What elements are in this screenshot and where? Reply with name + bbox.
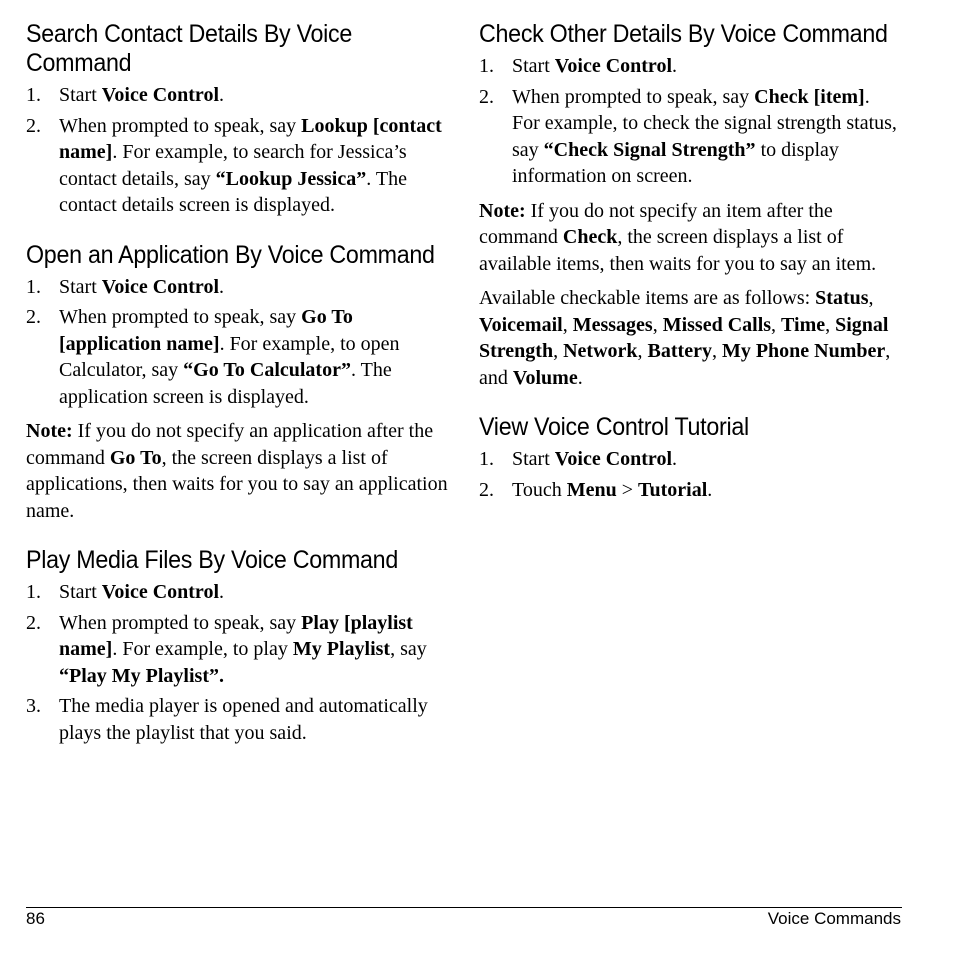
step-bold-text: Voice Control	[554, 55, 672, 77]
step-number: 1.	[26, 84, 41, 106]
checkable-item: Voicemail	[479, 313, 563, 336]
separator: .	[577, 366, 583, 389]
step-bold-text: Voice Control	[101, 275, 219, 298]
step-bold-text: “Play My Playlist”.	[59, 664, 224, 687]
note-text: If you do not specify an application after the command	[26, 420, 434, 469]
note-label: Note:	[26, 420, 73, 442]
separator: ,	[771, 313, 782, 336]
section-search-contact	[26, 20, 448, 219]
step-bold-text: Voice Control	[554, 448, 672, 470]
steps-list	[26, 579, 448, 746]
step-text: . For example, to check the signal strength status, say	[512, 85, 897, 161]
step-number: 2.	[26, 306, 41, 328]
section-heading: View Voice Control Tutorial	[479, 413, 749, 441]
section-check-details	[479, 20, 901, 391]
step-number: 2.	[26, 611, 41, 634]
separator: ,	[553, 340, 564, 362]
step-text: Start	[512, 55, 555, 77]
checkable-item: Signal Strength	[479, 313, 889, 362]
step-text: When prompted to speak, say	[512, 85, 755, 108]
note-text: , the screen displays a list of applications, then waits for you to say an application name.	[26, 446, 448, 522]
step-text: Start	[59, 84, 102, 106]
note-bold-text: Go To	[109, 446, 162, 469]
step-bold-text: Voice Control	[101, 84, 219, 106]
step-text: The media player is opened and automatically plays the playlist that you said.	[59, 695, 428, 744]
step-item	[26, 610, 448, 690]
left-column	[26, 20, 448, 768]
separator: ,	[562, 313, 573, 336]
step-item	[26, 82, 448, 109]
step-text: . For example, to search for Jessica’s contact details, say	[59, 141, 407, 190]
step-text: .	[219, 581, 224, 603]
step-bold-text: “Go To Calculator”	[183, 359, 351, 381]
section-heading: Play Media Files By Voice Command	[26, 546, 398, 574]
checkable-item: Volume	[512, 366, 578, 389]
step-text: When prompted to speak, say	[59, 611, 302, 634]
note-text: , the screen displays a list of available items, then waits for you to say an item.	[479, 226, 877, 275]
note-bold-text: Check	[562, 226, 618, 248]
step-text: Start	[59, 275, 102, 298]
checkable-item: Messages	[572, 313, 653, 336]
step-text: Start	[59, 581, 102, 603]
step-bold-text: My Playlist	[292, 638, 391, 660]
checkable-item: Missed Calls	[662, 313, 772, 336]
step-bold-text: Lookup [contact name]	[59, 114, 442, 163]
step-bold-text: “Lookup Jessica”	[215, 167, 367, 190]
step-bold-text: Go To [application name]	[59, 306, 353, 355]
note-text: If you do not specify an item after the command	[479, 199, 833, 248]
separator: ,	[711, 340, 722, 362]
step-text: . For example, to open Calculator, say	[59, 332, 400, 381]
step-item	[479, 477, 901, 504]
step-text: . For example, to play	[112, 638, 293, 660]
step-item	[26, 304, 448, 410]
section-open-application	[26, 241, 448, 525]
step-text: . The application screen is displayed.	[59, 359, 392, 408]
section-tutorial	[479, 413, 901, 503]
note-paragraph	[479, 198, 901, 278]
step-text: When prompted to speak, say	[59, 306, 302, 328]
step-number: 3.	[26, 695, 41, 717]
step-bold-text: Play [playlist name]	[59, 611, 413, 660]
step-number: 1.	[26, 275, 41, 298]
step-item	[26, 274, 448, 301]
step-number: 2.	[479, 478, 494, 501]
step-text: .	[707, 478, 713, 501]
step-item	[479, 53, 901, 80]
step-bold-text: Tutorial	[637, 478, 708, 501]
checkable-item: Battery	[647, 340, 712, 362]
steps-list	[26, 274, 448, 411]
page-number: 86	[26, 909, 45, 928]
step-item	[26, 113, 448, 219]
step-item	[479, 84, 901, 190]
checkable-item: Status	[815, 287, 869, 309]
step-text: Start	[512, 448, 555, 470]
note-label: Note:	[479, 199, 526, 222]
step-bold-text: Check [item]	[754, 85, 865, 108]
step-number: 1.	[479, 55, 494, 77]
separator: ,	[868, 287, 874, 309]
step-text: .	[672, 55, 677, 77]
separator: , and	[479, 340, 891, 389]
items-intro: Available checkable items are as follows:	[479, 287, 816, 309]
footer-chapter-title: Voice Commands	[767, 909, 901, 928]
step-text: .	[219, 275, 224, 298]
step-item	[479, 446, 901, 473]
step-text: Touch	[512, 478, 567, 501]
section-heading: Open an Application By Voice Command	[26, 240, 435, 269]
step-number: 2.	[479, 85, 494, 108]
step-text: >	[616, 478, 638, 501]
step-number: 1.	[26, 581, 41, 603]
step-text: to display information on screen.	[512, 138, 839, 187]
checkable-item: Time	[781, 313, 826, 336]
separator: ,	[652, 313, 663, 336]
step-bold-text: “Check Signal Strength”	[543, 138, 756, 161]
step-number: 1.	[479, 448, 494, 470]
checkable-items-paragraph	[479, 285, 901, 391]
step-item	[26, 579, 448, 606]
steps-list	[26, 82, 448, 219]
right-column	[479, 20, 901, 525]
step-text: . The contact details screen is displayed.	[59, 167, 407, 216]
step-text: .	[219, 84, 224, 106]
step-number: 2.	[26, 114, 41, 137]
step-item	[26, 693, 448, 746]
separator: ,	[637, 340, 648, 362]
step-bold-text: Menu	[566, 478, 617, 501]
step-text: , say	[390, 638, 427, 660]
section-play-media	[26, 546, 448, 746]
step-bold-text: Voice Control	[101, 581, 219, 603]
checkable-item: Network	[563, 340, 638, 362]
section-heading: Check Other Details By Voice Command	[479, 20, 888, 48]
step-text: When prompted to speak, say	[59, 114, 302, 137]
checkable-item: My Phone Number	[721, 340, 886, 362]
steps-list	[479, 446, 901, 503]
step-text: .	[672, 448, 677, 470]
steps-list	[479, 53, 901, 190]
note-paragraph	[26, 418, 448, 524]
section-heading: Search Contact Details By Voice Command	[26, 20, 353, 77]
separator: ,	[825, 313, 836, 336]
